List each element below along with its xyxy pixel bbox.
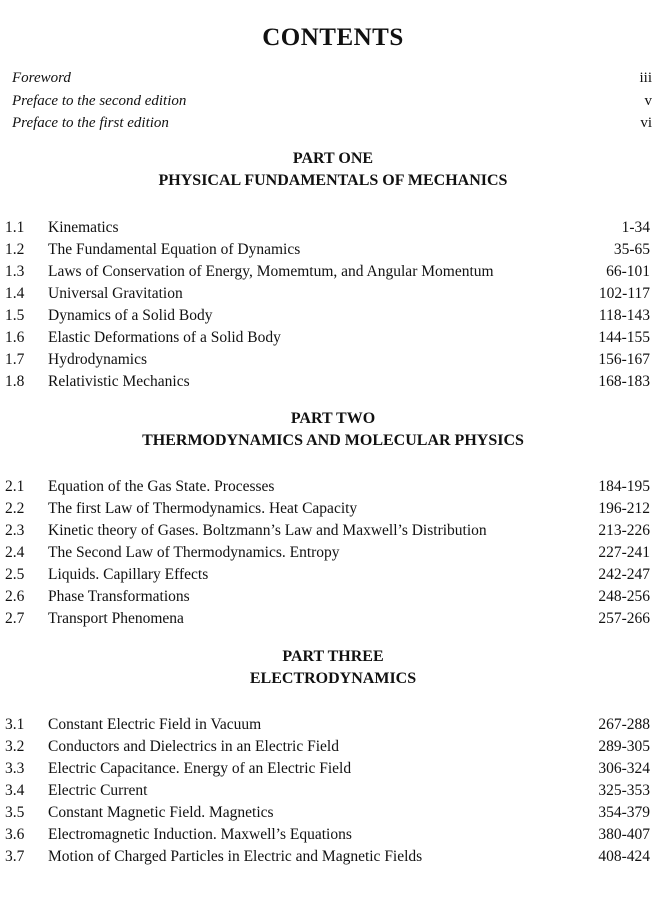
toc-entry[interactable] xyxy=(5,371,650,393)
part-label: PART TWO xyxy=(290,410,376,427)
front-matter-list xyxy=(12,70,652,138)
front-matter-item[interactable] xyxy=(12,93,652,116)
front-matter-page: iii xyxy=(639,70,652,86)
section-title: Constant Electric Field in Vacuum xyxy=(48,716,262,733)
section-title: Electromagnetic Induction. Maxwell’s Equations xyxy=(48,826,352,843)
section-title: The Second Law of Thermodynamics. Entropy xyxy=(48,544,340,561)
front-matter-label: Preface to the first edition xyxy=(12,115,169,131)
section-number: 2.5 xyxy=(5,566,25,583)
section-title: Kinematics xyxy=(48,219,119,236)
section-number: 2.6 xyxy=(5,588,25,605)
section-title: Elastic Deformations of a Solid Body xyxy=(48,329,281,346)
section-number: 3.4 xyxy=(5,782,25,799)
section-title: Laws of Conservation of Energy, Momemtum, and Angular Momentum xyxy=(48,263,494,280)
page-range: 408-424 xyxy=(598,848,650,865)
toc-entry[interactable] xyxy=(5,846,650,868)
part-two-entries xyxy=(5,476,650,630)
page-range: 156-167 xyxy=(598,351,650,368)
section-number: 1.4 xyxy=(5,285,25,302)
page-range: 66-101 xyxy=(606,263,650,280)
toc-entry[interactable] xyxy=(5,586,650,608)
section-title: Universal Gravitation xyxy=(48,285,183,302)
section-title: Conductors and Dielectrics in an Electric Field xyxy=(48,738,339,755)
section-number: 1.2 xyxy=(5,241,25,258)
page-range: 227-241 xyxy=(598,544,650,561)
part-two-heading xyxy=(0,408,666,452)
section-number: 3.7 xyxy=(5,848,25,865)
toc-entry[interactable] xyxy=(5,239,650,261)
section-title: Transport Phenomena xyxy=(48,610,184,627)
section-title: Relativistic Mechanics xyxy=(48,373,190,390)
toc-entry[interactable] xyxy=(5,780,650,802)
section-title: Constant Magnetic Field. Magnetics xyxy=(48,804,274,821)
section-title: Equation of the Gas State. Processes xyxy=(48,478,275,495)
page-range: 242-247 xyxy=(598,566,650,583)
toc-entry[interactable] xyxy=(5,520,650,542)
toc-entry[interactable] xyxy=(5,261,650,283)
page-range: 196-212 xyxy=(598,500,650,517)
part-label: PART THREE xyxy=(282,648,384,665)
page-range: 184-195 xyxy=(598,478,650,495)
front-matter-item[interactable] xyxy=(12,70,652,93)
page-range: 380-407 xyxy=(598,826,650,843)
toc-entry[interactable] xyxy=(5,327,650,349)
front-matter-label: Foreword xyxy=(12,70,71,86)
section-number: 1.5 xyxy=(5,307,25,324)
part-three-heading xyxy=(0,646,666,690)
section-number: 3.1 xyxy=(5,716,25,733)
page-range: 168-183 xyxy=(598,373,650,390)
page-range: 306-324 xyxy=(598,760,650,777)
toc-entry[interactable] xyxy=(5,542,650,564)
section-title: Phase Transformations xyxy=(48,588,190,605)
page-range: 248-256 xyxy=(598,588,650,605)
section-number: 2.7 xyxy=(5,610,25,627)
page-range: 325-353 xyxy=(598,782,650,799)
toc-entry[interactable] xyxy=(5,758,650,780)
part-title: ELECTRODYNAMICS xyxy=(249,670,417,687)
section-number: 3.6 xyxy=(5,826,25,843)
toc-entry[interactable] xyxy=(5,498,650,520)
section-title: The Fundamental Equation of Dynamics xyxy=(48,241,301,258)
page-range: 102-117 xyxy=(598,285,650,302)
page-range: 257-266 xyxy=(598,610,650,627)
page-range: 35-65 xyxy=(613,241,650,258)
toc-entry[interactable] xyxy=(5,217,650,239)
section-number: 2.3 xyxy=(5,522,25,539)
page-range: 289-305 xyxy=(598,738,650,755)
toc-entry[interactable] xyxy=(5,608,650,630)
section-number: 3.2 xyxy=(5,738,25,755)
part-title: THERMODYNAMICS AND MOLECULAR PHYSICS xyxy=(142,432,524,449)
section-title: Dynamics of a Solid Body xyxy=(48,307,213,324)
section-title: Electric Capacitance. Energy of an Electric Field xyxy=(48,760,352,777)
section-title: Kinetic theory of Gases. Boltzmann’s Law and Maxwell’s Distribution xyxy=(48,522,487,539)
part-title: PHYSICAL FUNDAMENTALS OF MECHANICS xyxy=(158,172,508,189)
section-number: 1.3 xyxy=(5,263,25,280)
front-matter-label: Preface to the second edition xyxy=(12,92,187,109)
part-one-entries xyxy=(5,217,650,393)
front-matter-page: v xyxy=(644,92,652,109)
toc-entry[interactable] xyxy=(5,824,650,846)
page-title: CONTENTS xyxy=(262,24,404,51)
section-number: 2.2 xyxy=(5,500,25,517)
section-title: Electric Current xyxy=(48,782,148,799)
part-three-entries xyxy=(5,714,650,868)
section-number: 3.5 xyxy=(5,804,25,821)
part-label: PART ONE xyxy=(292,150,374,167)
front-matter-page: vi xyxy=(640,115,652,131)
section-number: 1.1 xyxy=(5,219,25,236)
toc-entry[interactable] xyxy=(5,305,650,327)
page-range: 1-34 xyxy=(621,219,650,236)
page-range: 354-379 xyxy=(598,804,650,821)
front-matter-item[interactable] xyxy=(12,115,652,138)
page-range: 118-143 xyxy=(598,307,650,324)
section-title: Liquids. Capillary Effects xyxy=(48,566,209,583)
section-title: Hydrodynamics xyxy=(48,351,148,368)
section-number: 1.6 xyxy=(5,329,25,346)
part-one-heading xyxy=(0,148,666,192)
page-range: 144-155 xyxy=(598,329,650,346)
toc-entry[interactable] xyxy=(5,564,650,586)
section-number: 2.4 xyxy=(5,544,25,561)
section-title: The first Law of Thermodynamics. Heat Capacity xyxy=(48,500,358,517)
toc-entry[interactable] xyxy=(5,714,650,736)
section-title: Motion of Charged Particles in Electric and Magnetic Fields xyxy=(48,848,423,865)
section-number: 2.1 xyxy=(5,478,25,495)
toc-entry[interactable] xyxy=(5,476,650,498)
section-number: 3.3 xyxy=(5,760,25,777)
toc-entry[interactable] xyxy=(5,802,650,824)
page-range: 267-288 xyxy=(598,716,650,733)
page-range: 213-226 xyxy=(598,522,650,539)
toc-entry[interactable] xyxy=(5,736,650,758)
section-number: 1.8 xyxy=(5,373,25,390)
toc-entry[interactable] xyxy=(5,349,650,371)
section-number: 1.7 xyxy=(5,351,25,368)
toc-entry[interactable] xyxy=(5,283,650,305)
